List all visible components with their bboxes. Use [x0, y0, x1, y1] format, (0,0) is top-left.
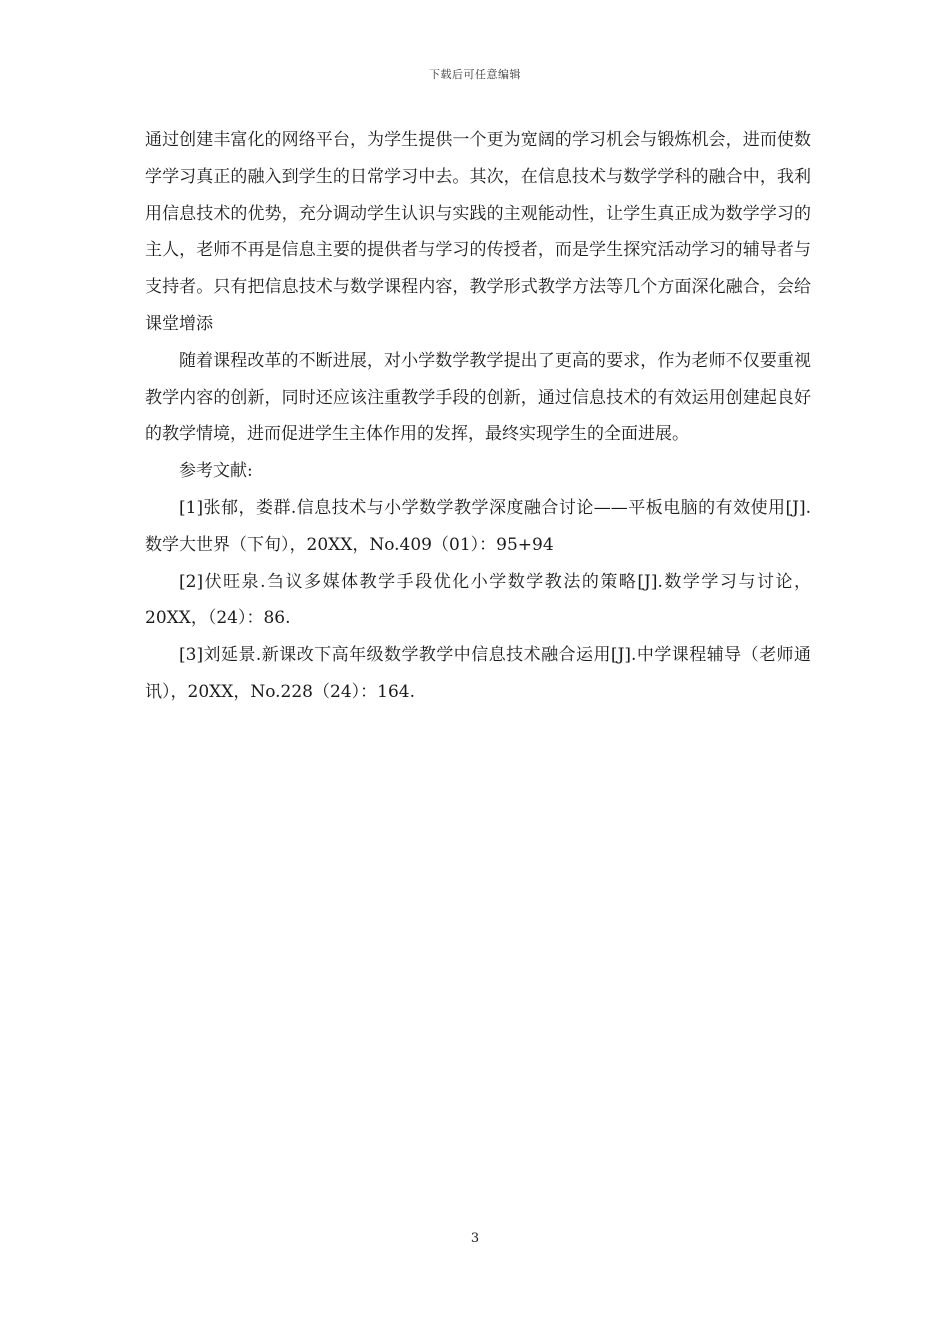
document-body: [145, 122, 811, 711]
reference-item: [3]刘延景.新课改下高年级数学教学中信息技术融合运用[J].中学课程辅导（老师通讯），20XX，No.228（24）：164.: [145, 645, 811, 702]
reference-item: [2]伏旺泉.刍议多媒体教学手段优化小学数学教法的策略[J].数学学习与讨论，20XX，（24）：86.: [145, 571, 811, 629]
body-paragraph: 通过创建丰富化的网络平台，为学生提供一个更为宽阔的学习机会与锻炼机会，进而使数学学习真正的融入到学生的日常学习中去。其次，在信息技术与数学学科的融合中，我利用信息技术的优势，充分调动学生认识与实践的主观能动性，让学生真正成为数学学习的主人，老师不再是信息主要的提供者与学习的传授者，而是学生探究活动学习的辅导者与支持者。只有把信息技术与数学课程内容，教学形式教学方法等几个方面深化融合，会给课堂增添: [145, 130, 811, 334]
page-header: 下载后可任意编辑: [429, 68, 521, 81]
reference-item: [1]张郁，娄群.信息技术与小学数学教学深度融合讨论——平板电脑的有效使用[J].数学大世界（下旬），20XX，No.409（01）：95+94: [145, 497, 811, 555]
references-heading: 参考文献:: [179, 461, 253, 482]
body-paragraph: 随着课程改革的不断进展，对小学数学教学提出了更高的要求，作为老师不仅要重视教学内容的创新，同时还应该注重教学手段的创新，通过信息技术的有效运用创建起良好的教学情境，进而促进学生主体作用的发挥，最终实现学生的全面进展。: [145, 350, 811, 445]
page-number: 3: [470, 1231, 480, 1246]
